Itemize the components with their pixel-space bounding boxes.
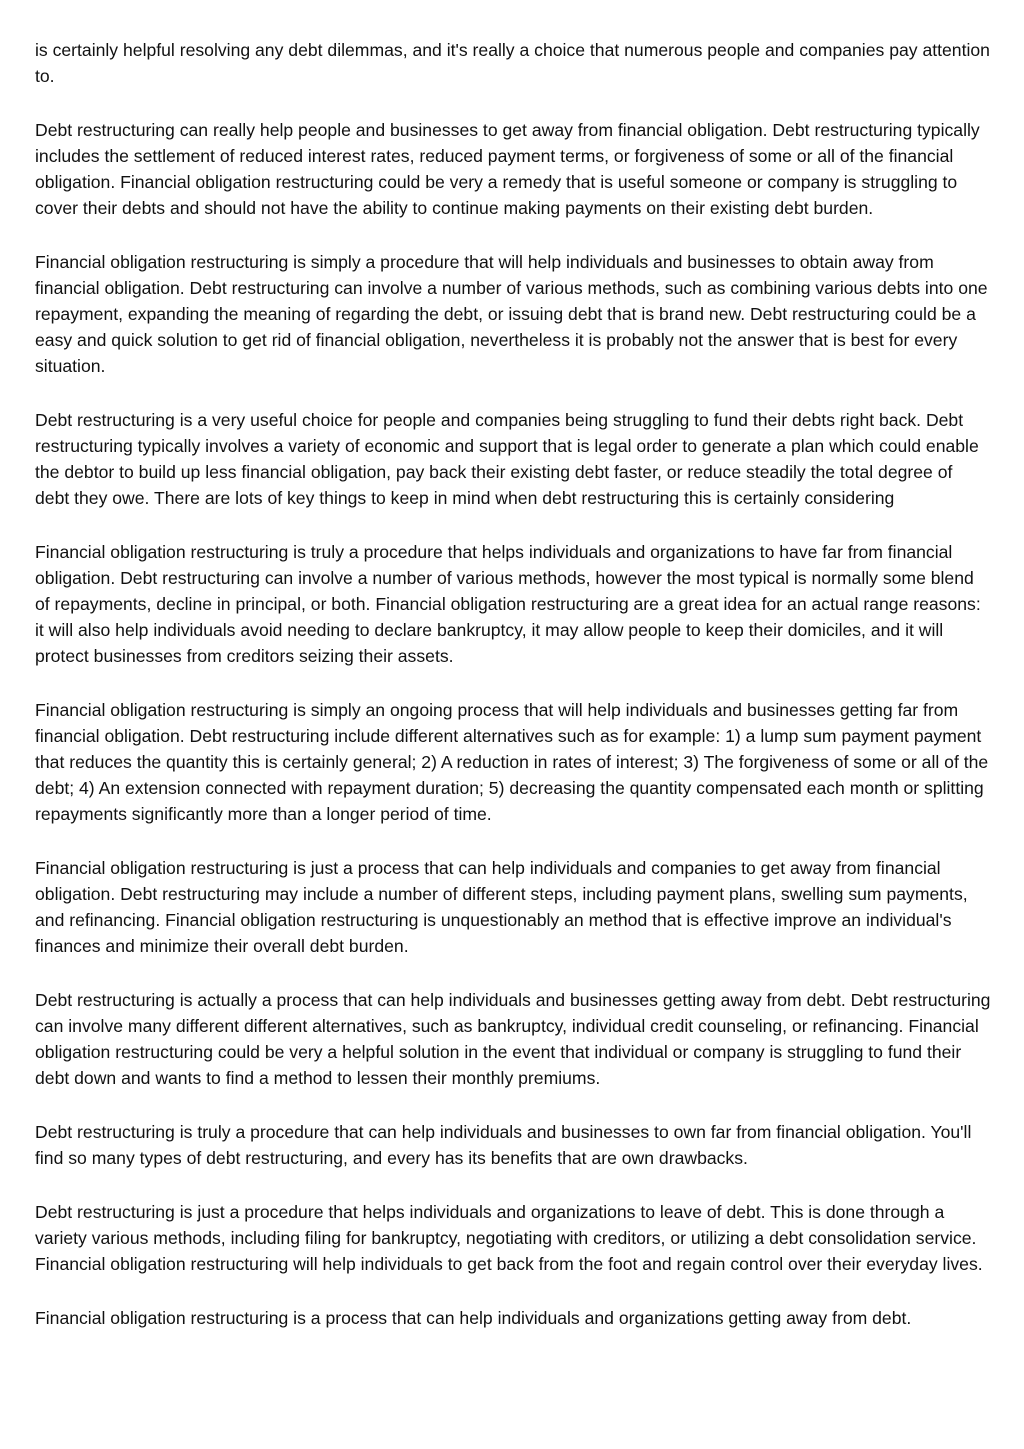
paragraph: Financial obligation restructuring is simply a procedure that will help individuals and businesses to obtain away from financial obligation. Debt restructuring can involve a number of various methods, such as combining various debts into one repayment, expanding the meaning of regarding the debt, or issuing debt that is brand new. Debt restructuring could be a easy and quick solution to get rid of financial obligation, nevertheless it is probably not the answer that is best for every situation. [35,252,988,376]
paragraph: Financial obligation restructuring is simply an ongoing process that will help individuals and businesses getting far from financial obligation. Debt restructuring include different alternatives such as for example: 1) a lump sum payment payment that reduces the quantity this is certainly general; 2) A reduction in rates of interest; 3) The forgiveness of some or all of the debt; 4) An extension connected with repayment duration; 5) decreasing the quantity compensated each month or splitting repayments significantly more than a longer period of time. [35,700,989,824]
paragraph: Debt restructuring is just a procedure that helps individuals and organizations to leave of debt. This is done through a variety various methods, including filing for bankruptcy, negotiating with creditors, or utilizing a debt consolidation service. Financial obligation restructuring will help individuals to get back from the foot and regain control over their everyday lives. [35,1202,983,1274]
paragraph: Debt restructuring is actually a process that can help individuals and businesses getting away from debt. Debt restructuring can involve many different different alternatives, such as bankruptcy, individual credit counseling, or refinancing. Financial obligation restructuring could be very a helpful solution in the event that individual or company is struggling to fund their debt down and wants to find a method to lessen their monthly premiums. [35,990,991,1088]
paragraph: Financial obligation restructuring is truly a procedure that helps individuals and organizations to have far from financial obligation. Debt restructuring can involve a number of various methods, however the most typical is normally some blend of repayments, decline in principal, or both. Financial obligation restructuring are a great idea for an actual range reasons: it will also help individuals avoid needing to declare bankruptcy, it may allow people to keep their domiciles, and it will protect businesses from creditors seizing their assets. [35,542,981,666]
document-body [35,37,991,1359]
paragraph: Debt restructuring can really help people and businesses to get away from financial obligation. Debt restructuring typically includes the settlement of reduced interest rates, reduced payment terms, or forgiveness of some or all of the financial obligation. Financial obligation restructuring could be very a remedy that is useful someone or company is struggling to cover their debts and should not have the ability to continue making payments on their existing debt burden. [35,120,980,218]
paragraph: Debt restructuring is a very useful choice for people and companies being struggling to fund their debts right back. Debt restructuring typically involves a variety of economic and support that is legal order to generate a plan which could enable the debtor to build up less financial obligation, pay back their existing debt faster, or reduce steadily the total degree of debt they owe. There are lots of key things to keep in mind when debt restructuring this is certainly considering [35,410,979,508]
paragraph: Financial obligation restructuring is a process that can help individuals and organizations getting away from debt. [35,1308,912,1328]
paragraph: Financial obligation restructuring is just a process that can help individuals and companies to get away from financial obligation. Debt restructuring may include a number of different steps, including payment plans, swelling sum payments, and refinancing. Financial obligation restructuring is unquestionably an method that is effective improve an individual's finances and minimize their overall debt burden. [35,858,968,956]
paragraph: is certainly helpful resolving any debt dilemmas, and it's really a choice that numerous people and companies pay attention to. [35,40,990,86]
paragraph: Debt restructuring is truly a procedure that can help individuals and businesses to own far from financial obligation. You'll find so many types of debt restructuring, and every has its benefits that are own drawbacks. [35,1122,972,1168]
